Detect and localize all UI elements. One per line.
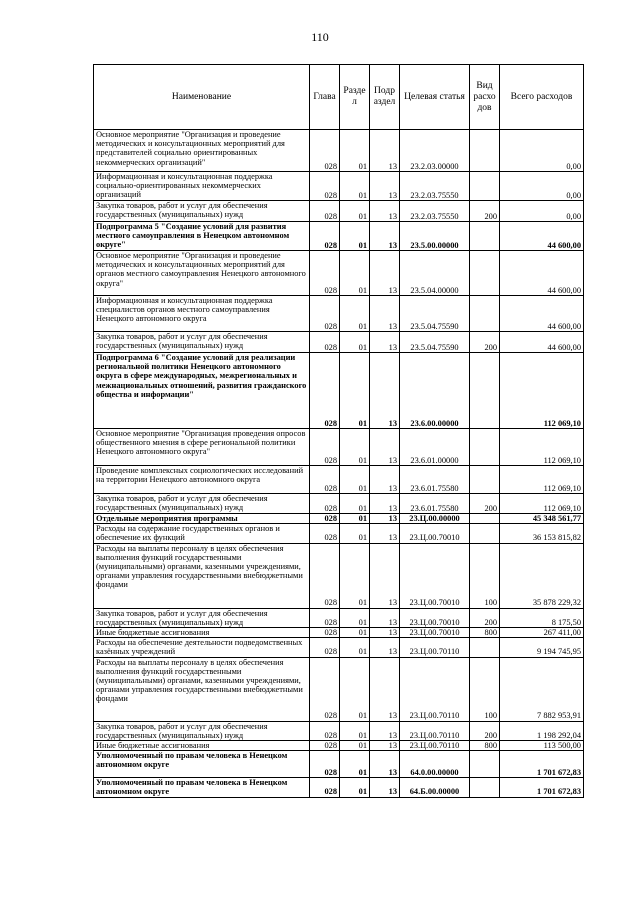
row-target-article: 23.Ц.00.70010 (400, 608, 470, 627)
row-expense-type (470, 524, 500, 543)
header-total: Всего расходов (500, 65, 584, 130)
table-row (94, 251, 584, 296)
table-row (94, 466, 584, 494)
row-total: 1 701 672,83 (500, 778, 584, 797)
row-podrazdel: 13 (370, 201, 400, 222)
row-podrazdel: 13 (370, 353, 400, 429)
row-expense-type: 200 (470, 332, 500, 353)
row-razdel: 01 (340, 466, 370, 494)
table-row (94, 751, 584, 778)
table-row (94, 608, 584, 627)
row-expense-type (470, 751, 500, 778)
row-name: Основное мероприятие "Организация и проведение методических и консультационных мероприятий для органов местного самоуправления Ненецкого автономного округа" (94, 251, 310, 296)
table-row (94, 657, 584, 721)
row-expense-type: 200 (470, 608, 500, 627)
row-name: Уполномоченный по правам человека в Ненецком автономном округе (94, 778, 310, 797)
row-total: 267 411,00 (500, 628, 584, 638)
row-podrazdel: 13 (370, 657, 400, 721)
row-expense-type (470, 466, 500, 494)
row-name: Расходы на выплаты персоналу в целях обеспечения выполнения функций государственными (муниципальными) органами, казенными учреждениями, органами управления государственными внебюджетными фондами (94, 543, 310, 608)
row-total: 1 701 672,83 (500, 751, 584, 778)
row-name: Расходы на содержание государственных органов и обеспечение их функций (94, 524, 310, 543)
row-expense-type (470, 130, 500, 172)
row-target-article: 23.6.01.00000 (400, 429, 470, 466)
row-podrazdel: 13 (370, 608, 400, 627)
row-total: 44 600,00 (500, 222, 584, 251)
row-razdel: 01 (340, 353, 370, 429)
row-razdel: 01 (340, 751, 370, 778)
table-row (94, 741, 584, 751)
row-glava: 028 (310, 741, 340, 751)
row-target-article: 23.2.03.75550 (400, 172, 470, 201)
row-name: Расходы на обеспечение деятельности подведомственных казённых учреждений (94, 638, 310, 657)
row-podrazdel: 13 (370, 494, 400, 514)
row-expense-type (470, 251, 500, 296)
table-row (94, 201, 584, 222)
row-target-article: 23.Ц.00.70010 (400, 628, 470, 638)
row-glava: 028 (310, 296, 340, 332)
row-name: Расходы на выплаты персоналу в целях обеспечения выполнения функций государственными (муниципальными) органами, казенными учреждениями, органами управления государственными внебюджетными фондами (94, 657, 310, 721)
row-razdel: 01 (340, 172, 370, 201)
row-glava: 028 (310, 332, 340, 353)
row-total: 44 600,00 (500, 332, 584, 353)
row-expense-type (470, 778, 500, 797)
row-glava: 028 (310, 494, 340, 514)
row-razdel: 01 (340, 638, 370, 657)
row-podrazdel: 13 (370, 721, 400, 740)
row-podrazdel: 13 (370, 222, 400, 251)
row-name: Уполномоченный по правам человека в Ненецком автономном округе (94, 751, 310, 778)
row-target-article: 23.6.01.75580 (400, 466, 470, 494)
row-total: 35 878 229,32 (500, 543, 584, 608)
row-total: 45 348 561,77 (500, 514, 584, 524)
row-razdel: 01 (340, 130, 370, 172)
row-expense-type: 100 (470, 543, 500, 608)
row-name: Закупка товаров, работ и услуг для обеспечения государственных (муниципальных) нужд (94, 201, 310, 222)
row-podrazdel: 13 (370, 543, 400, 608)
table-row (94, 514, 584, 524)
row-total: 9 194 745,95 (500, 638, 584, 657)
table-row (94, 172, 584, 201)
row-glava: 028 (310, 201, 340, 222)
row-expense-type (470, 222, 500, 251)
row-name: Закупка товаров, работ и услуг для обеспечения государственных (муниципальных) нужд (94, 332, 310, 353)
header-podrazdel: Подр аздел (370, 65, 400, 130)
row-expense-type: 200 (470, 721, 500, 740)
row-target-article: 23.5.04.75590 (400, 332, 470, 353)
budget-table (93, 64, 584, 798)
row-razdel: 01 (340, 524, 370, 543)
row-razdel: 01 (340, 721, 370, 740)
header-target-article: Целевая статья (400, 65, 470, 130)
row-razdel: 01 (340, 628, 370, 638)
row-glava: 028 (310, 657, 340, 721)
row-target-article: 23.Ц.00.70010 (400, 543, 470, 608)
row-glava: 028 (310, 543, 340, 608)
row-podrazdel: 13 (370, 172, 400, 201)
row-razdel: 01 (340, 429, 370, 466)
header-name: Наименование (94, 65, 310, 130)
row-glava: 028 (310, 628, 340, 638)
row-target-article: 23.6.00.00000 (400, 353, 470, 429)
row-name: Закупка товаров, работ и услуг для обеспечения государственных (муниципальных) нужд (94, 494, 310, 514)
row-expense-type: 200 (470, 201, 500, 222)
table-body (94, 130, 584, 798)
row-razdel: 01 (340, 657, 370, 721)
row-podrazdel: 13 (370, 751, 400, 778)
row-total: 44 600,00 (500, 251, 584, 296)
table-row (94, 429, 584, 466)
table-row (94, 222, 584, 251)
row-target-article: 23.2.03.75550 (400, 201, 470, 222)
row-expense-type: 800 (470, 628, 500, 638)
row-razdel: 01 (340, 514, 370, 524)
row-target-article: 23.5.04.75590 (400, 296, 470, 332)
row-podrazdel: 13 (370, 466, 400, 494)
row-glava: 028 (310, 130, 340, 172)
row-name: Информационная и консультационная поддержка социально-ориентированных некоммерческих организаций (94, 172, 310, 201)
row-name: Отдельные мероприятия программы (94, 514, 310, 524)
row-total: 7 882 953,91 (500, 657, 584, 721)
row-razdel: 01 (340, 741, 370, 751)
row-name: Основное мероприятие "Организация и проведение методических и консультационных мероприятий для представителей социально ориентированных некоммерческих организаций" (94, 130, 310, 172)
row-target-article: 23.Ц.00.70110 (400, 741, 470, 751)
row-expense-type (470, 638, 500, 657)
row-name: Закупка товаров, работ и услуг для обеспечения государственных (муниципальных) нужд (94, 608, 310, 627)
row-podrazdel: 13 (370, 524, 400, 543)
row-expense-type (470, 172, 500, 201)
row-name: Иные бюджетные ассигнования (94, 628, 310, 638)
table-row (94, 628, 584, 638)
table-row (94, 494, 584, 514)
row-target-article: 23.2.03.00000 (400, 130, 470, 172)
table-row (94, 543, 584, 608)
row-total: 1 198 292,04 (500, 721, 584, 740)
row-target-article: 23.Ц.00.70110 (400, 638, 470, 657)
row-podrazdel: 13 (370, 429, 400, 466)
table-row (94, 332, 584, 353)
row-glava: 028 (310, 608, 340, 627)
row-name: Подпрограмма 6 "Создание условий для реализации региональной политики Ненецкого автономного округа в сфере международных, межрегиональных и межнациональных отношений, развития гражданского общества и информации" (94, 353, 310, 429)
row-target-article: 23.5.00.00000 (400, 222, 470, 251)
row-razdel: 01 (340, 201, 370, 222)
row-name: Подпрограмма 5 "Создание условий для развития местного самоуправления в Ненецком автономном округе" (94, 222, 310, 251)
row-glava: 028 (310, 251, 340, 296)
table-row (94, 524, 584, 543)
row-total: 8 175,50 (500, 608, 584, 627)
row-total: 112 069,10 (500, 494, 584, 514)
row-podrazdel: 13 (370, 332, 400, 353)
row-target-article: 23.Ц.00.70110 (400, 657, 470, 721)
row-expense-type: 200 (470, 494, 500, 514)
row-total: 36 153 815,82 (500, 524, 584, 543)
table-row (94, 296, 584, 332)
row-razdel: 01 (340, 543, 370, 608)
row-glava: 028 (310, 429, 340, 466)
row-razdel: 01 (340, 332, 370, 353)
row-name: Иные бюджетные ассигнования (94, 741, 310, 751)
row-target-article: 23.Ц.00.70010 (400, 524, 470, 543)
row-target-article: 23.Ц.00.00000 (400, 514, 470, 524)
row-total: 112 069,10 (500, 429, 584, 466)
row-name: Информационная и консультационная поддержка специалистов органов местного самоуправления Ненецкого автономного округа (94, 296, 310, 332)
row-podrazdel: 13 (370, 638, 400, 657)
table-row (94, 130, 584, 172)
row-razdel: 01 (340, 251, 370, 296)
row-podrazdel: 13 (370, 130, 400, 172)
row-total: 0,00 (500, 172, 584, 201)
row-expense-type (470, 514, 500, 524)
row-total: 0,00 (500, 130, 584, 172)
row-glava: 028 (310, 638, 340, 657)
row-name: Проведение комплексных социологических исследований на территории Ненецкого автономного округа (94, 466, 310, 494)
row-name: Основное мероприятие "Организация проведения опросов общественного мнения в сфере региональной политики Ненецкого автономного округа" (94, 429, 310, 466)
row-razdel: 01 (340, 494, 370, 514)
row-glava: 028 (310, 751, 340, 778)
row-glava: 028 (310, 466, 340, 494)
header-row (94, 65, 584, 130)
row-total: 113 500,00 (500, 741, 584, 751)
row-glava: 028 (310, 353, 340, 429)
header-expense-type: Вид расхо дов (470, 65, 500, 130)
row-target-article: 64.Б.00.00000 (400, 778, 470, 797)
row-target-article: 23.5.04.00000 (400, 251, 470, 296)
row-expense-type: 800 (470, 741, 500, 751)
header-glava: Глава (310, 65, 340, 130)
row-razdel: 01 (340, 296, 370, 332)
table-row (94, 778, 584, 797)
row-total: 44 600,00 (500, 296, 584, 332)
row-expense-type (470, 429, 500, 466)
row-podrazdel: 13 (370, 251, 400, 296)
row-name: Закупка товаров, работ и услуг для обеспечения государственных (муниципальных) нужд (94, 721, 310, 740)
row-glava: 028 (310, 778, 340, 797)
row-razdel: 01 (340, 608, 370, 627)
header-razdel: Разде л (340, 65, 370, 130)
row-podrazdel: 13 (370, 296, 400, 332)
row-glava: 028 (310, 222, 340, 251)
row-glava: 028 (310, 172, 340, 201)
row-expense-type (470, 353, 500, 429)
row-expense-type: 100 (470, 657, 500, 721)
row-total: 112 069,10 (500, 353, 584, 429)
row-target-article: 23.6.01.75580 (400, 494, 470, 514)
row-podrazdel: 13 (370, 778, 400, 797)
table-row (94, 721, 584, 740)
row-glava: 028 (310, 524, 340, 543)
row-podrazdel: 13 (370, 628, 400, 638)
row-total: 0,00 (500, 201, 584, 222)
row-total: 112 069,10 (500, 466, 584, 494)
row-podrazdel: 13 (370, 741, 400, 751)
row-target-article: 23.Ц.00.70110 (400, 721, 470, 740)
row-razdel: 01 (340, 778, 370, 797)
table-row (94, 638, 584, 657)
table-row (94, 353, 584, 429)
row-expense-type (470, 296, 500, 332)
row-glava: 028 (310, 721, 340, 740)
row-podrazdel: 13 (370, 514, 400, 524)
row-razdel: 01 (340, 222, 370, 251)
row-target-article: 64.0.00.00000 (400, 751, 470, 778)
row-glava: 028 (310, 514, 340, 524)
page-number: 110 (311, 30, 329, 44)
